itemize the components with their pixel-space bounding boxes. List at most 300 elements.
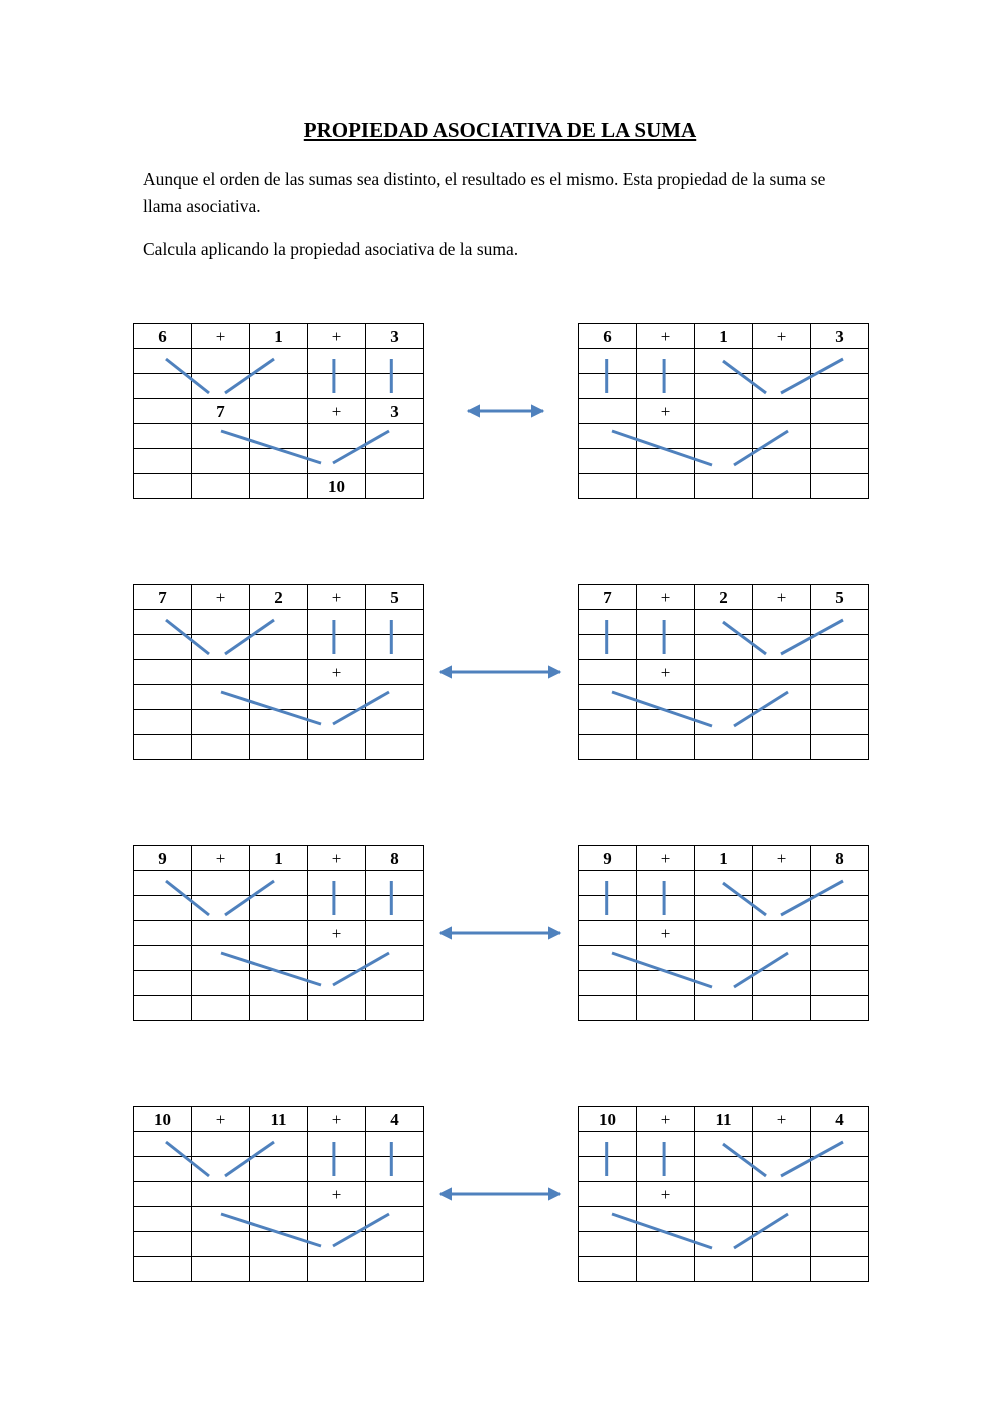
grid-cell-r7-c1: [134, 474, 192, 499]
grid-cell-r7-c2: [192, 474, 250, 499]
table-row: [134, 424, 424, 449]
grid-cell-r7-c3: [250, 1257, 308, 1282]
grid-cell-r1-c2: +: [637, 585, 695, 610]
grid-cell-r1-c3: 1: [250, 324, 308, 349]
grid-cell-r5-c2: [637, 946, 695, 971]
grid-cell-r1-c5: 3: [811, 324, 869, 349]
grid-cell-r3-c4: [753, 635, 811, 660]
grid-cell-r1-c4: +: [308, 846, 366, 871]
table-row: [579, 1157, 869, 1182]
grid-cell-r4-c5: [811, 921, 869, 946]
grid-cell-r7-c1: [579, 996, 637, 1021]
table-row: [579, 1257, 869, 1282]
grid-cell-r4-c5: [366, 921, 424, 946]
grid-cell-r5-c4: [753, 1207, 811, 1232]
table-row: [134, 1157, 424, 1182]
grid-cell-r2-c4: [308, 610, 366, 635]
grid-cell-r7-c3: [250, 996, 308, 1021]
exercise-4-right-grid: [578, 1106, 869, 1282]
grid-cell-r1-c3: 1: [695, 324, 753, 349]
table-row: [579, 449, 869, 474]
grid-cell-r3-c2: [192, 635, 250, 660]
grid-cell-r6-c4: [753, 449, 811, 474]
grid-cell-r4-c2: [192, 921, 250, 946]
grid-cell-r7-c2: [637, 1257, 695, 1282]
grid-cell-r4-c3: [250, 921, 308, 946]
grid-cell-r3-c2: [192, 1157, 250, 1182]
grid-cell-r6-c3: [695, 710, 753, 735]
grid-cell-r3-c5: [366, 374, 424, 399]
grid-cell-r7-c3: [250, 735, 308, 760]
table-row: [134, 1107, 424, 1132]
grid-cell-r3-c5: [811, 374, 869, 399]
table-row: [134, 1132, 424, 1157]
grid-cell-r3-c5: [366, 635, 424, 660]
grid-cell-r7-c4: [753, 1257, 811, 1282]
grid-cell-r7-c5: [366, 474, 424, 499]
grid-cell-r1-c3: 2: [695, 585, 753, 610]
grid-cell-r2-c2: [192, 871, 250, 896]
grid-cell-r4-c4: +: [308, 921, 366, 946]
page-title: PROPIEDAD ASOCIATIVA DE LA SUMA: [303, 118, 697, 142]
grid-cell-r2-c2: [637, 349, 695, 374]
grid-cell-r5-c3: [250, 424, 308, 449]
grid-cell-r5-c4: [308, 946, 366, 971]
grid-cell-r1-c4: +: [753, 324, 811, 349]
grid-cell-r3-c2: [637, 635, 695, 660]
grid-cell-r3-c4: [308, 635, 366, 660]
grid-cell-r5-c2: [637, 424, 695, 449]
grid-cell-r5-c5: [366, 1207, 424, 1232]
grid-cell-r4-c4: +: [308, 660, 366, 685]
grid-cell-r4-c5: [366, 1182, 424, 1207]
grid-cell-r1-c4: +: [308, 324, 366, 349]
grid-cell-r2-c3: [250, 610, 308, 635]
grid-cell-r4-c3: [250, 399, 308, 424]
grid-cell-r4-c2: +: [637, 1182, 695, 1207]
table-row: [579, 921, 869, 946]
grid-cell-r4-c1: [134, 660, 192, 685]
table-row: [134, 1182, 424, 1207]
grid-cell-r2-c5: [811, 1132, 869, 1157]
grid-cell-r5-c2: [192, 424, 250, 449]
grid-cell-r6-c3: [250, 449, 308, 474]
grid-cell-r3-c2: [192, 896, 250, 921]
grid-cell-r5-c1: [134, 1207, 192, 1232]
grid-cell-r7-c1: [579, 1257, 637, 1282]
grid-cell-r2-c5: [366, 1132, 424, 1157]
grid-cell-r7-c3: [250, 474, 308, 499]
table-row: [134, 871, 424, 896]
grid-cell-r5-c5: [366, 424, 424, 449]
grid-cell-r2-c2: [637, 1132, 695, 1157]
table-row: [134, 921, 424, 946]
grid-cell-r4-c1: [134, 1182, 192, 1207]
grid-cell-r7-c4: 10: [308, 474, 366, 499]
table-row: [579, 1207, 869, 1232]
grid-cell-r3-c3: [250, 896, 308, 921]
grid-cell-r3-c1: [134, 1157, 192, 1182]
table-row: [134, 635, 424, 660]
exercise-2-right-grid: [578, 584, 869, 760]
grid-cell-r7-c4: [308, 1257, 366, 1282]
grid-cell-r5-c5: [811, 1207, 869, 1232]
table-row: [579, 610, 869, 635]
grid-cell-r6-c1: [579, 1232, 637, 1257]
grid-cell-r1-c3: 11: [695, 1107, 753, 1132]
table-row: [134, 996, 424, 1021]
grid-cell-r6-c3: [695, 449, 753, 474]
grid-cell-r7-c3: [695, 1257, 753, 1282]
table-row: [134, 1232, 424, 1257]
grid-cell-r3-c4: [753, 896, 811, 921]
grid-cell-r3-c1: [134, 374, 192, 399]
table-row: [134, 349, 424, 374]
grid-cell-r6-c3: [250, 971, 308, 996]
grid-cell-r1-c1: 9: [579, 846, 637, 871]
grid-cell-r6-c5: [811, 1232, 869, 1257]
grid-cell-r1-c2: +: [637, 324, 695, 349]
table-row: [579, 474, 869, 499]
grid-cell-r6-c3: [250, 1232, 308, 1257]
table-row: [134, 324, 424, 349]
grid-cell-r2-c2: [192, 349, 250, 374]
grid-cell-r2-c4: [308, 349, 366, 374]
grid-cell-r5-c2: [637, 1207, 695, 1232]
grid-cell-r5-c1: [579, 685, 637, 710]
grid-cell-r5-c4: [753, 946, 811, 971]
instruction-text: Calcula aplicando la propiedad asociativa de la suma.: [143, 239, 519, 259]
grid-cell-r6-c5: [366, 1232, 424, 1257]
grid-cell-r1-c1: 7: [579, 585, 637, 610]
grid-cell-r7-c2: [637, 735, 695, 760]
grid-cell-r5-c3: [695, 424, 753, 449]
grid-cell-r3-c2: [637, 896, 695, 921]
grid-cell-r5-c1: [134, 946, 192, 971]
grid-cell-r4-c5: [366, 660, 424, 685]
grid-cell-r6-c5: [366, 449, 424, 474]
table-row: [579, 971, 869, 996]
grid-cell-r6-c5: [811, 971, 869, 996]
grid-cell-r2-c3: [695, 871, 753, 896]
grid-cell-r4-c4: +: [308, 1182, 366, 1207]
grid-cell-r1-c4: +: [753, 585, 811, 610]
grid-cell-r1-c5: 4: [811, 1107, 869, 1132]
table-row: [134, 685, 424, 710]
grid-cell-r4-c3: [250, 1182, 308, 1207]
grid-cell-r1-c1: 10: [579, 1107, 637, 1132]
grid-cell-r5-c3: [250, 685, 308, 710]
grid-cell-r7-c5: [811, 735, 869, 760]
grid-cell-r1-c3: 2: [250, 585, 308, 610]
grid-cell-r1-c4: +: [308, 1107, 366, 1132]
grid-cell-r2-c1: [134, 871, 192, 896]
grid-cell-r1-c2: +: [192, 585, 250, 610]
grid-cell-r3-c5: [811, 1157, 869, 1182]
grid-cell-r7-c2: [192, 735, 250, 760]
grid-cell-r7-c1: [579, 474, 637, 499]
grid-cell-r4-c4: [753, 660, 811, 685]
table-row: [579, 996, 869, 1021]
grid-cell-r3-c3: [250, 374, 308, 399]
exercise-3-left-grid: [133, 845, 424, 1021]
table-row: [579, 349, 869, 374]
table-row: [134, 846, 424, 871]
grid-cell-r6-c1: [579, 971, 637, 996]
grid-cell-r7-c4: [753, 474, 811, 499]
grid-cell-r1-c1: 6: [134, 324, 192, 349]
grid-cell-r3-c3: [250, 635, 308, 660]
table-row: [134, 610, 424, 635]
grid-cell-r7-c5: [811, 1257, 869, 1282]
grid-cell-r6-c5: [366, 971, 424, 996]
grid-cell-r3-c3: [250, 1157, 308, 1182]
table-row: [579, 946, 869, 971]
grid-cell-r6-c2: [637, 710, 695, 735]
grid-cell-r5-c5: [366, 685, 424, 710]
grid-cell-r3-c3: [695, 374, 753, 399]
table-row: [579, 735, 869, 760]
grid-cell-r6-c4: [753, 971, 811, 996]
grid-cell-r4-c1: [579, 660, 637, 685]
grid-cell-r7-c2: [637, 474, 695, 499]
grid-cell-r7-c1: [134, 996, 192, 1021]
table-row: [134, 946, 424, 971]
grid-cell-r1-c1: 9: [134, 846, 192, 871]
grid-cell-r1-c3: 1: [250, 846, 308, 871]
grid-cell-r3-c2: [637, 1157, 695, 1182]
grid-cell-r3-c2: [192, 374, 250, 399]
grid-cell-r2-c1: [134, 1132, 192, 1157]
table-row: [579, 1182, 869, 1207]
grid-cell-r5-c1: [579, 946, 637, 971]
grid-cell-r6-c1: [134, 1232, 192, 1257]
grid-cell-r2-c3: [695, 1132, 753, 1157]
grid-cell-r2-c1: [579, 871, 637, 896]
table-row: [579, 1132, 869, 1157]
grid-cell-r2-c2: [637, 871, 695, 896]
grid-cell-r1-c2: +: [192, 1107, 250, 1132]
grid-cell-r7-c5: [366, 735, 424, 760]
grid-cell-r6-c4: [308, 449, 366, 474]
grid-cell-r1-c5: 8: [811, 846, 869, 871]
grid-cell-r5-c5: [811, 424, 869, 449]
grid-cell-r2-c5: [366, 871, 424, 896]
grid-cell-r7-c2: [192, 1257, 250, 1282]
grid-cell-r2-c4: [753, 871, 811, 896]
grid-cell-r5-c5: [811, 685, 869, 710]
grid-cell-r7-c2: [192, 996, 250, 1021]
grid-cell-r2-c3: [695, 610, 753, 635]
exercise-3-right-grid: [578, 845, 869, 1021]
table-row: [134, 474, 424, 499]
table-row: [579, 399, 869, 424]
grid-cell-r2-c2: [192, 1132, 250, 1157]
grid-cell-r3-c3: [695, 635, 753, 660]
grid-cell-r5-c3: [695, 1207, 753, 1232]
grid-cell-r4-c2: +: [637, 921, 695, 946]
table-row: [579, 635, 869, 660]
grid-cell-r4-c3: [695, 921, 753, 946]
grid-cell-r5-c3: [250, 1207, 308, 1232]
grid-cell-r6-c4: [753, 710, 811, 735]
grid-cell-r4-c3: [695, 660, 753, 685]
table-row: [579, 871, 869, 896]
grid-cell-r1-c5: 8: [366, 846, 424, 871]
grid-cell-r5-c3: [695, 946, 753, 971]
table-row: [579, 846, 869, 871]
grid-cell-r5-c2: [192, 946, 250, 971]
table-row: [134, 585, 424, 610]
grid-cell-r4-c4: [753, 399, 811, 424]
grid-cell-r7-c4: [753, 996, 811, 1021]
grid-cell-r5-c4: [753, 424, 811, 449]
grid-cell-r7-c1: [579, 735, 637, 760]
grid-cell-r3-c5: [811, 896, 869, 921]
grid-cell-r7-c4: [308, 735, 366, 760]
table-row: [134, 399, 424, 424]
grid-cell-r4-c3: [695, 399, 753, 424]
grid-cell-r6-c4: [308, 971, 366, 996]
grid-cell-r7-c5: [811, 996, 869, 1021]
exercise-1-right-grid: [578, 323, 869, 499]
grid-cell-r6-c4: [753, 1232, 811, 1257]
intro-text: Aunque el orden de las sumas sea distinto, el resultado es el mismo. Esta propiedad de la suma se llama asociativa.: [143, 169, 826, 216]
grid-cell-r3-c4: [308, 896, 366, 921]
grid-cell-r1-c4: +: [753, 846, 811, 871]
grid-cell-r5-c1: [579, 1207, 637, 1232]
grid-cell-r6-c3: [250, 710, 308, 735]
grid-cell-r2-c2: [192, 610, 250, 635]
grid-cell-r6-c1: [579, 710, 637, 735]
grid-cell-r4-c5: [811, 399, 869, 424]
grid-cell-r1-c5: 5: [811, 585, 869, 610]
grid-cell-r2-c4: [308, 871, 366, 896]
grid-cell-r5-c1: [134, 685, 192, 710]
grid-cell-r1-c3: 11: [250, 1107, 308, 1132]
grid-cell-r3-c1: [579, 1157, 637, 1182]
grid-cell-r2-c1: [579, 349, 637, 374]
grid-cell-r5-c1: [134, 424, 192, 449]
grid-cell-r2-c3: [695, 349, 753, 374]
grid-cell-r4-c1: [579, 399, 637, 424]
grid-cell-r4-c1: [579, 1182, 637, 1207]
grid-cell-r4-c5: [811, 1182, 869, 1207]
exercise-1-left-grid: [133, 323, 424, 499]
grid-cell-r2-c4: [753, 349, 811, 374]
grid-cell-r1-c5: 3: [366, 324, 424, 349]
grid-cell-r2-c5: [811, 871, 869, 896]
table-row: [134, 1207, 424, 1232]
table-row: [579, 660, 869, 685]
grid-cell-r7-c3: [695, 735, 753, 760]
table-row: [579, 710, 869, 735]
grid-cell-r4-c2: 7: [192, 399, 250, 424]
grid-cell-r2-c1: [134, 349, 192, 374]
table-row: [579, 585, 869, 610]
grid-cell-r1-c1: 10: [134, 1107, 192, 1132]
table-row: [579, 1107, 869, 1132]
table-row: [579, 374, 869, 399]
grid-cell-r3-c5: [366, 896, 424, 921]
grid-cell-r6-c4: [308, 1232, 366, 1257]
grid-cell-r4-c2: [192, 1182, 250, 1207]
grid-cell-r7-c5: [811, 474, 869, 499]
grid-cell-r5-c2: [192, 685, 250, 710]
grid-cell-r1-c2: +: [192, 846, 250, 871]
grid-cell-r5-c3: [695, 685, 753, 710]
grid-cell-r4-c5: [811, 660, 869, 685]
table-row: [134, 710, 424, 735]
table-row: [579, 896, 869, 921]
grid-cell-r6-c1: [579, 449, 637, 474]
grid-cell-r4-c4: [753, 1182, 811, 1207]
grid-cell-r6-c3: [695, 1232, 753, 1257]
grid-cell-r6-c2: [637, 449, 695, 474]
grid-cell-r5-c2: [192, 1207, 250, 1232]
grid-cell-r1-c3: 1: [695, 846, 753, 871]
grid-cell-r3-c1: [579, 374, 637, 399]
grid-cell-r2-c3: [250, 871, 308, 896]
grid-cell-r4-c3: [250, 660, 308, 685]
grid-cell-r2-c5: [366, 610, 424, 635]
table-row: [134, 971, 424, 996]
grid-cell-r1-c1: 7: [134, 585, 192, 610]
grid-cell-r7-c2: [637, 996, 695, 1021]
grid-cell-r4-c4: [753, 921, 811, 946]
grid-cell-r4-c1: [134, 399, 192, 424]
grid-cell-r4-c1: [579, 921, 637, 946]
grid-cell-r6-c1: [134, 971, 192, 996]
grid-cell-r5-c5: [811, 946, 869, 971]
grid-cell-r1-c2: +: [637, 1107, 695, 1132]
grid-cell-r3-c1: [134, 896, 192, 921]
grid-cell-r4-c2: +: [637, 660, 695, 685]
grid-cell-r5-c2: [637, 685, 695, 710]
grid-cell-r5-c4: [308, 685, 366, 710]
grid-cell-r6-c1: [134, 710, 192, 735]
table-row: [579, 324, 869, 349]
table-row: [134, 1257, 424, 1282]
grid-cell-r5-c4: [753, 685, 811, 710]
grid-cell-r5-c5: [366, 946, 424, 971]
grid-cell-r6-c2: [637, 971, 695, 996]
grid-cell-r4-c4: +: [308, 399, 366, 424]
grid-cell-r5-c3: [250, 946, 308, 971]
grid-cell-r2-c2: [637, 610, 695, 635]
grid-cell-r2-c3: [250, 1132, 308, 1157]
grid-cell-r7-c3: [695, 474, 753, 499]
table-row: [134, 735, 424, 760]
grid-cell-r6-c3: [695, 971, 753, 996]
grid-cell-r2-c5: [811, 610, 869, 635]
grid-cell-r2-c4: [753, 1132, 811, 1157]
grid-cell-r7-c5: [366, 1257, 424, 1282]
grid-cell-r4-c5: 3: [366, 399, 424, 424]
grid-cell-r2-c5: [811, 349, 869, 374]
table-row: [134, 896, 424, 921]
grid-cell-r3-c3: [695, 896, 753, 921]
grid-cell-r1-c5: 5: [366, 585, 424, 610]
grid-cell-r1-c2: +: [192, 324, 250, 349]
grid-cell-r1-c2: +: [637, 846, 695, 871]
grid-cell-r2-c4: [308, 1132, 366, 1157]
grid-cell-r3-c4: [308, 374, 366, 399]
grid-cell-r7-c4: [753, 735, 811, 760]
grid-cell-r4-c2: +: [637, 399, 695, 424]
grid-cell-r2-c1: [579, 1132, 637, 1157]
grid-cell-r3-c4: [308, 1157, 366, 1182]
